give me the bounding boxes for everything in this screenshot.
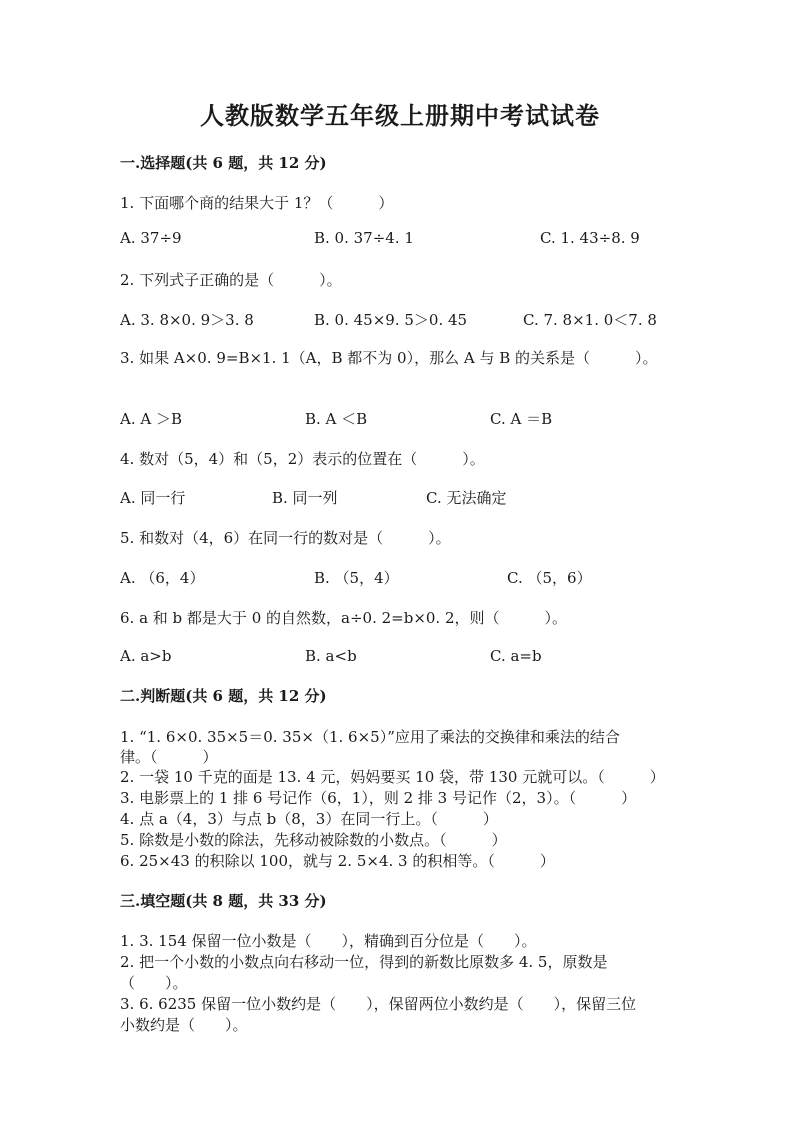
fill-blank-line: 2. 把一个小数的小数点向右移动一位，得到的新数比原数多 4. 5，原数是 [120,953,608,971]
option-a: A. a>b [120,647,172,665]
question-text: 5. 和数对（4，6）在同一行的数对是（ ）。 [120,529,451,547]
judgement-line: 1. “1. 6×0. 35×5＝0. 35×（1. 6×5）”应用了乘法的交换律和乘法的结合 [120,728,620,746]
fill-blank-line: 3. 6. 6235 保留一位小数约是（ ），保留两位小数约是（ ），保留三位 [120,995,637,1013]
option-b: B. 同一列 [272,489,338,507]
judgement-line: 律。（ ） [120,748,218,766]
option-b: B. a<b [305,647,357,665]
question-text: 3. 如果 A×0. 9=B×1. 1（A，B 都不为 0），那么 A 与 B 的关系是（ ）。 [120,349,658,367]
section-heading-fill-blank: 三.填空题(共 8 题，共 33 分) [120,892,327,910]
option-c: C. A ＝B [490,410,553,428]
option-b: B. （5，4） [314,569,399,587]
fill-blank-line: 小数约是（ ）。 [120,1016,248,1034]
option-a: A. A ＞B [120,410,182,428]
option-c: C. 无法确定 [426,489,507,507]
question-text: 6. a 和 b 都是大于 0 的自然数，a÷0. 2=b×0. 2，则（ ）。 [120,609,568,627]
judgement-line: 2. 一袋 10 千克的面是 13. 4 元，妈妈要买 10 袋，带 130 元就可以。（ ） [120,768,665,786]
option-b: B. 0. 37÷4. 1 [314,229,414,247]
judgement-line: 4. 点 a（4，3）与点 b（8，3）在同一行上。（ ） [120,810,498,828]
option-a: A. （6，4） [120,569,205,587]
fill-blank-line: （ ）。 [120,974,188,992]
question-text: 1. 下面哪个商的结果大于 1？（ ） [120,194,394,212]
judgement-line: 6. 25×43 的积除以 100，就与 2. 5×4. 3 的积相等。（ ） [120,852,555,870]
judgement-line: 5. 除数是小数的除法，先移动被除数的小数点。（ ） [120,831,507,849]
option-a: A. 同一行 [120,489,186,507]
option-c: C. a=b [490,647,542,665]
option-c: C. 1. 43÷8. 9 [540,229,640,247]
option-c: C. （5，6） [507,569,592,587]
fill-blank-line: 1. 3. 154 保留一位小数是（ ），精确到百分位是（ ）。 [120,932,537,950]
section-heading-choice: 一.选择题(共 6 题，共 12 分) [120,154,327,172]
option-a: A. 3. 8×0. 9＞3. 8 [120,311,254,329]
option-b: B. 0. 45×9. 5＞0. 45 [314,311,468,329]
option-b: B. A ＜B [305,410,368,428]
judgement-line: 3. 电影票上的 1 排 6 号记作（6，1），则 2 排 3 号记作（2，3）。（ ） [120,789,637,807]
question-text: 2. 下列式子正确的是（ ）。 [120,271,342,289]
question-text: 4. 数对（5，4）和（5，2）表示的位置在（ ）。 [120,450,485,468]
option-c: C. 7. 8×1. 0＜7. 8 [523,311,657,329]
section-heading-judgement: 二.判断题(共 6 题，共 12 分) [120,687,327,705]
page-title: 人教版数学五年级上册期中考试试卷 [200,101,600,130]
option-a: A. 37÷9 [120,229,182,247]
